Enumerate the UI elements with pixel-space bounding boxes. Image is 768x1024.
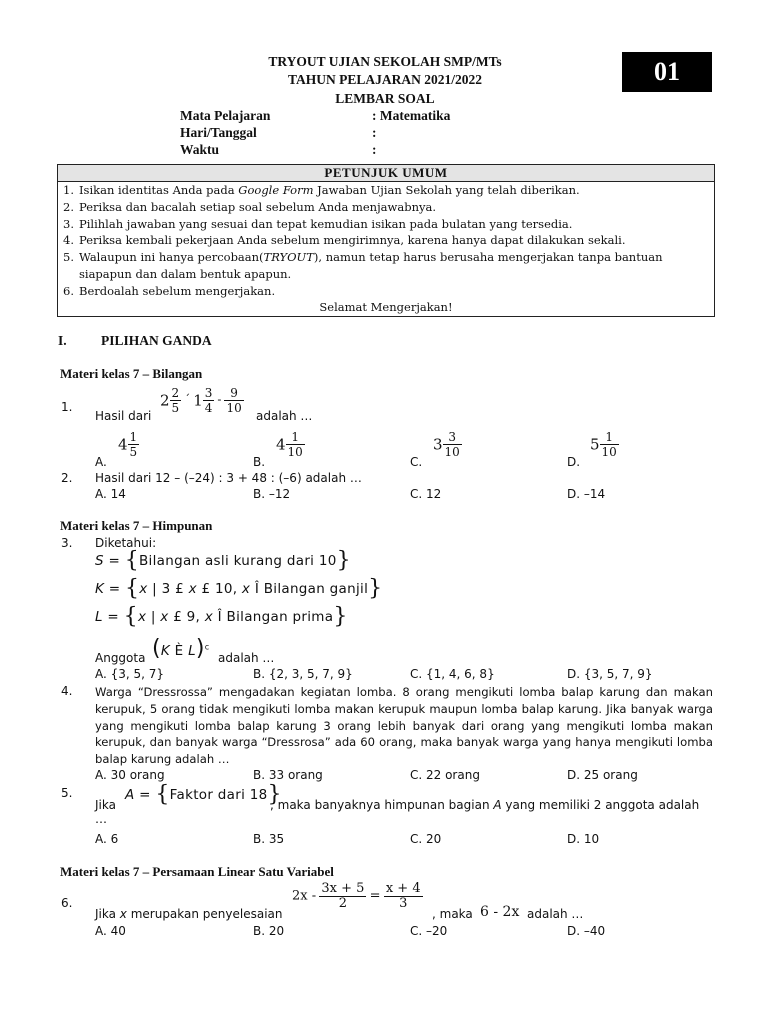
instruction-item: 2. Periksa dan bacalah setiap soal sebelum Anda menjawabnya. — [63, 200, 436, 214]
option-c: C. 20 — [410, 832, 442, 846]
day-label: Hari/Tanggal — [180, 125, 257, 140]
option-a: A. 40 — [95, 924, 126, 938]
set-l-definition: L = {x | x £ 9, x Î Bilangan prima} — [95, 604, 348, 629]
question-text: Hasil dari — [95, 409, 152, 423]
option-c: C. 22 orang — [410, 768, 480, 782]
option-d: D. 10 — [567, 832, 600, 846]
question-text: adalah … — [256, 409, 313, 423]
exam-year: TAHUN PELAJARAN 2021/2022 — [287, 72, 482, 87]
option-c: C. –20 — [410, 924, 448, 938]
question-text: Jika x merupakan penyelesaian — [95, 907, 283, 921]
option-d: D. {3, 5, 7, 9} — [567, 667, 653, 681]
question-text: Anggota — [95, 651, 146, 665]
instruction-item: 3. Pilihlah jawaban yang sesuai dan tepat kemudian isikan pada bulatan yang tersedia. — [63, 217, 573, 231]
q6-expression: 6 - 2x — [480, 904, 520, 920]
option-a: A. 14 — [95, 487, 126, 501]
option-b: B. 33 orang — [253, 768, 323, 782]
question-text: Diketahui: — [95, 536, 157, 550]
time-value: : — [372, 142, 377, 157]
option-b: B. 35 — [253, 832, 285, 846]
option-a: A. 30 orang — [95, 768, 165, 782]
exam-sheet-label: LEMBAR SOAL — [335, 91, 435, 106]
question-text: , maka banyaknya himpunan bagian A yang memiliki 2 anggota adalah — [270, 798, 700, 812]
option-d: D. 25 orang — [567, 768, 638, 782]
exam-code-badge: 01 — [622, 52, 712, 92]
question-text: adalah … — [527, 907, 584, 921]
option-a: A. 6 — [95, 832, 119, 846]
instruction-item: 1. Isikan identitas Anda pada Google Form Jawaban Ujian Sekolah yang telah diberikan. — [63, 183, 580, 197]
section-title: PILIHAN GANDA — [101, 333, 212, 348]
question-text: Warga “Dressrossa” mengadakan kegiatan lomba. 8 orang mengikuti lomba balap karung dan makan kerupuk, 5 orang tidak mengikuti lomba makan kerupuk maupun lomba balap karung. Jika banyak warga yang mengikuti lomba balap karung 3 orang lebih banyak dari orang yang mengikuti lomba makan kerupuk, dan banyak warga “Dressrosa” ada 60 orang, maka banyak warga yang hanya mengikuti lomba balap karung adalah … — [95, 685, 713, 767]
topic-heading: Materi kelas 7 – Bilangan — [60, 366, 203, 381]
question-continuation: … — [95, 812, 107, 826]
set-s-definition: S = {Bilangan asli kurang dari 10} — [95, 548, 351, 573]
option-c: C. {1, 4, 6, 8} — [410, 667, 495, 681]
time-label: Waktu — [180, 142, 220, 157]
option-b: B. –12 — [253, 487, 291, 501]
option-c: C. — [410, 455, 423, 469]
option-d-value: 5 $\frac{1}{10}$ — [590, 430, 617, 459]
option-d: D. –14 — [567, 487, 606, 501]
set-a-definition: A = {Faktor dari 18} — [125, 782, 282, 807]
topic-heading: Materi kelas 7 – Himpunan — [60, 518, 213, 533]
question-text: Jika — [95, 798, 116, 812]
section-number: I. — [58, 333, 67, 348]
option-c-value: 3 $\frac{3}{10}$ — [433, 430, 460, 459]
instruction-item: 6. Berdoalah sebelum mengerjakan. — [63, 284, 276, 298]
set-k-definition: K = {x | 3 £ x £ 10, x Î Bilangan ganjil} — [95, 576, 383, 601]
q1-expression: 2 $\frac{2}{5}$ ´ 1 $\frac{3}{4}$ - $\frac{9}{10}$ — [160, 386, 242, 415]
option-a: A. {3, 5, 7} — [95, 667, 165, 681]
question-number: 1. — [61, 400, 73, 414]
complement-expression: (K È L)$^c$ — [152, 636, 210, 661]
option-a-value: 4 $\frac{1}{5}$ — [118, 430, 138, 459]
question-number: 6. — [61, 896, 73, 910]
subject-label: Mata Pelajaran — [180, 108, 271, 123]
question-number: 4. — [61, 684, 73, 698]
question-text: , maka — [432, 907, 473, 921]
option-b-value: 4 $\frac{1}{10}$ — [276, 430, 303, 459]
option-c: C. 12 — [410, 487, 442, 501]
day-value: : — [372, 125, 377, 140]
exam-title: TRYOUT UJIAN SEKOLAH SMP/MTs — [268, 54, 502, 69]
question-text: Hasil dari 12 – (–24) : 3 + 48 : (–6) adalah … — [95, 471, 362, 485]
instruction-item: 4. Periksa kembali pekerjaan Anda sebelum mengirimnya, karena hanya dapat dilakukan sekali. — [63, 233, 626, 247]
topic-heading: Materi kelas 7 – Persamaan Linear Satu Variabel — [60, 864, 334, 879]
instruction-item: 5. Walaupun ini hanya percobaan(TRYOUT), namun tetap harus berusaha mengerjakan tanpa bantuan siapapun dan dalam bentuk apapun. — [63, 250, 663, 281]
option-d: D. –40 — [567, 924, 606, 938]
subject-value: : Matematika — [372, 108, 451, 123]
question-text: adalah … — [218, 651, 275, 665]
option-a: A. — [95, 455, 107, 469]
q6-equation: 2x - $\frac{3x + 5}{2}$ = $\frac{x + 4}{3}$ — [292, 881, 421, 911]
instructions-title: PETUNJUK UMUM — [58, 165, 714, 182]
question-number: 3. — [61, 536, 73, 550]
option-b: B. {2, 3, 5, 7, 9} — [253, 667, 353, 681]
question-number: 5. — [61, 786, 73, 800]
instructions-closing: Selamat Mengerjakan! — [319, 300, 453, 314]
instructions-box — [57, 164, 715, 317]
option-b: B. — [253, 455, 266, 469]
option-d: D. — [567, 455, 581, 469]
option-b: B. 20 — [253, 924, 285, 938]
question-number: 2. — [61, 471, 73, 485]
